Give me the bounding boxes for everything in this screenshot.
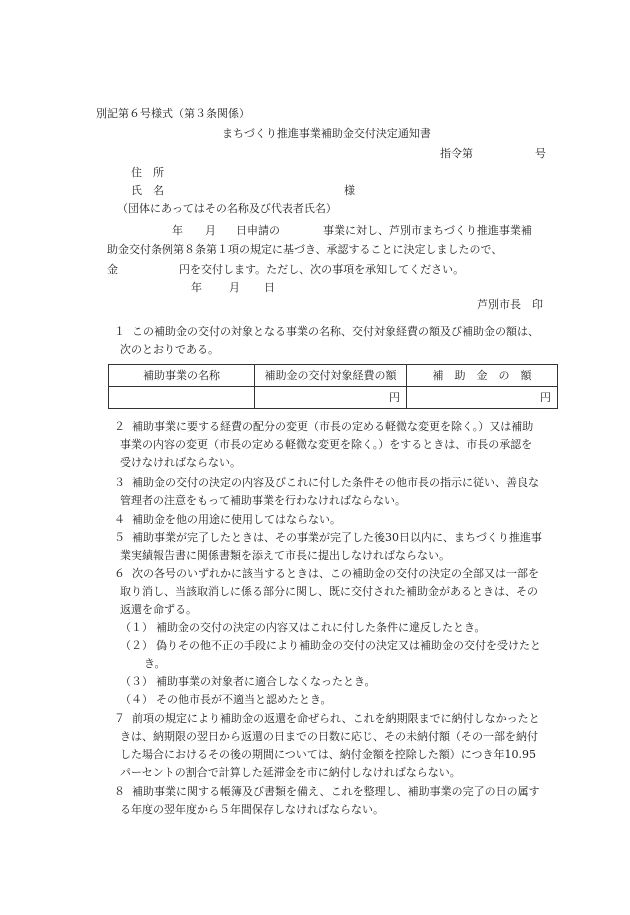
clause-number: ２ xyxy=(114,420,125,433)
clause-number: ６ xyxy=(114,567,125,580)
clause-text: 補助金を他の用途に使用してはならない。 xyxy=(132,513,341,526)
intro-month: 月 xyxy=(205,224,216,237)
clause-text: 業実績報告書に関係書類を添えて市長に提出しなければならない。 xyxy=(120,549,450,562)
clause-text: 受けなければならない。 xyxy=(120,456,241,469)
clause-number: １ xyxy=(114,325,125,338)
clause-text: る年度の翌年度から５年間保存しなければならない。 xyxy=(120,803,384,816)
clause-text: 返還を命ずる。 xyxy=(120,603,197,616)
intro-day-applied: 日申請の xyxy=(236,224,280,237)
subitem-text: 偽りその他不正の手段により補助金の交付の決定又は補助金の交付を受けたと xyxy=(156,639,541,652)
table-header: 補助金の交付対象経費の額 xyxy=(255,365,407,387)
clause-text: 補助事業に関する帳簿及び書類を備え、これを整理し、補助事業の完了の日の属す xyxy=(132,785,540,798)
clause-number: ３ xyxy=(114,476,125,489)
subitem-text: 補助金の交付の決定の内容又はこれに付した条件に違反したとき。 xyxy=(156,621,486,634)
clause-text: 取り消し、当該取消しに係る部分に関し、既に交付された補助金があるときは、その xyxy=(120,585,538,598)
clause-number: ７ xyxy=(114,712,125,725)
clause-text: 前項の規定により補助金の返還を命ぜられ、これを納期限までに納付しなかったと xyxy=(132,712,540,725)
clause-text: 次の各号のいずれかに該当するときは、この補助金の交付の決定の全部又は一部を xyxy=(132,567,539,580)
eligible-cost-cell: 円 xyxy=(255,387,407,409)
name-label: 氏 名 xyxy=(131,184,164,197)
subitem-text: き。 xyxy=(144,657,166,670)
intro-line1: 事業に対し、芦別市まちづくり推進事業補 xyxy=(323,224,532,237)
table-header: 補助事業の名称 xyxy=(109,365,255,387)
table-row xyxy=(109,387,558,409)
clause-text: きは、納期限の翌日から返還の日までの日数に応じ、その未納付額（その一部を納付 xyxy=(120,730,538,743)
org-note: （団体にあってはその名称及び代表者氏名） xyxy=(117,202,337,215)
honorific: 様 xyxy=(344,184,355,197)
subitem-text: 補助事業の対象者に適合しなくなったとき。 xyxy=(156,675,376,688)
clause-text: 管理者の注意をもって補助事業を行わなければならない。 xyxy=(120,494,406,507)
date-month: 月 xyxy=(229,281,240,294)
date-day: 日 xyxy=(264,281,275,294)
intro-line3: 円を交付します。ただし、次の事項を承知してください。 xyxy=(179,263,465,276)
clause-text: 次のとおりである。 xyxy=(120,343,219,356)
clause-text: 補助事業が完了したときは、その事業が完了した後30日以内に、まちづくり推進事 xyxy=(132,531,542,544)
clause-number: ５ xyxy=(114,531,125,544)
clause-text: パーセントの割合で計算した延滞金を市に納付しなければならない。 xyxy=(120,766,461,779)
subitem-number: （２） xyxy=(120,639,153,652)
clause-number: ８ xyxy=(114,785,125,798)
subitem-number: （１） xyxy=(120,621,153,634)
clause-text: 補助事業に要する経費の配分の変更（市長の定める軽微な変更を除く。）又は補助 xyxy=(132,420,534,433)
clause-text: 事業の内容の変更（市長の定める軽微な変更を除く。）をするときは、市長の承認を xyxy=(120,438,533,451)
clause-text: 補助金の交付の決定の内容及びこれに付した条件その他市長の指示に従い、善良な xyxy=(132,476,539,489)
reference-suffix: 号 xyxy=(535,147,546,160)
clause-number: ４ xyxy=(114,513,125,526)
clause-text: この補助金の交付の対象となる事業の名称、交付対象経費の額及び補助金の額は、 xyxy=(132,325,539,338)
reference-prefix: 指令第 xyxy=(440,147,473,160)
subsidy-table xyxy=(108,364,558,409)
subsidy-amount-cell: 円 xyxy=(407,387,558,409)
document-title: まちづくり推進事業補助金交付決定通知書 xyxy=(222,127,431,140)
form-label: 別記第６号様式（第３条関係） xyxy=(96,107,250,120)
project-name-cell xyxy=(109,387,255,409)
issuer: 芦別市長 印 xyxy=(477,298,543,311)
table-header: 補 助 金 の 額 xyxy=(407,365,558,387)
address-label: 住 所 xyxy=(131,166,164,179)
table-header-row xyxy=(109,365,558,387)
intro-amount-label: 金 xyxy=(107,263,118,276)
subitem-text: その他市長が不適当と認めたとき。 xyxy=(156,693,332,706)
subitem-number: （４） xyxy=(120,693,153,706)
subitem-number: （３） xyxy=(120,675,153,688)
intro-year: 年 xyxy=(172,224,183,237)
date-year: 年 xyxy=(191,281,202,294)
clause-text: した場合におけるその後の期間については、納付金額を控除した額）につき年10.95 xyxy=(120,748,537,761)
intro-line2: 助金交付条例第８条第１項の規定に基づき、承認することに決定しましたので、 xyxy=(107,243,503,256)
